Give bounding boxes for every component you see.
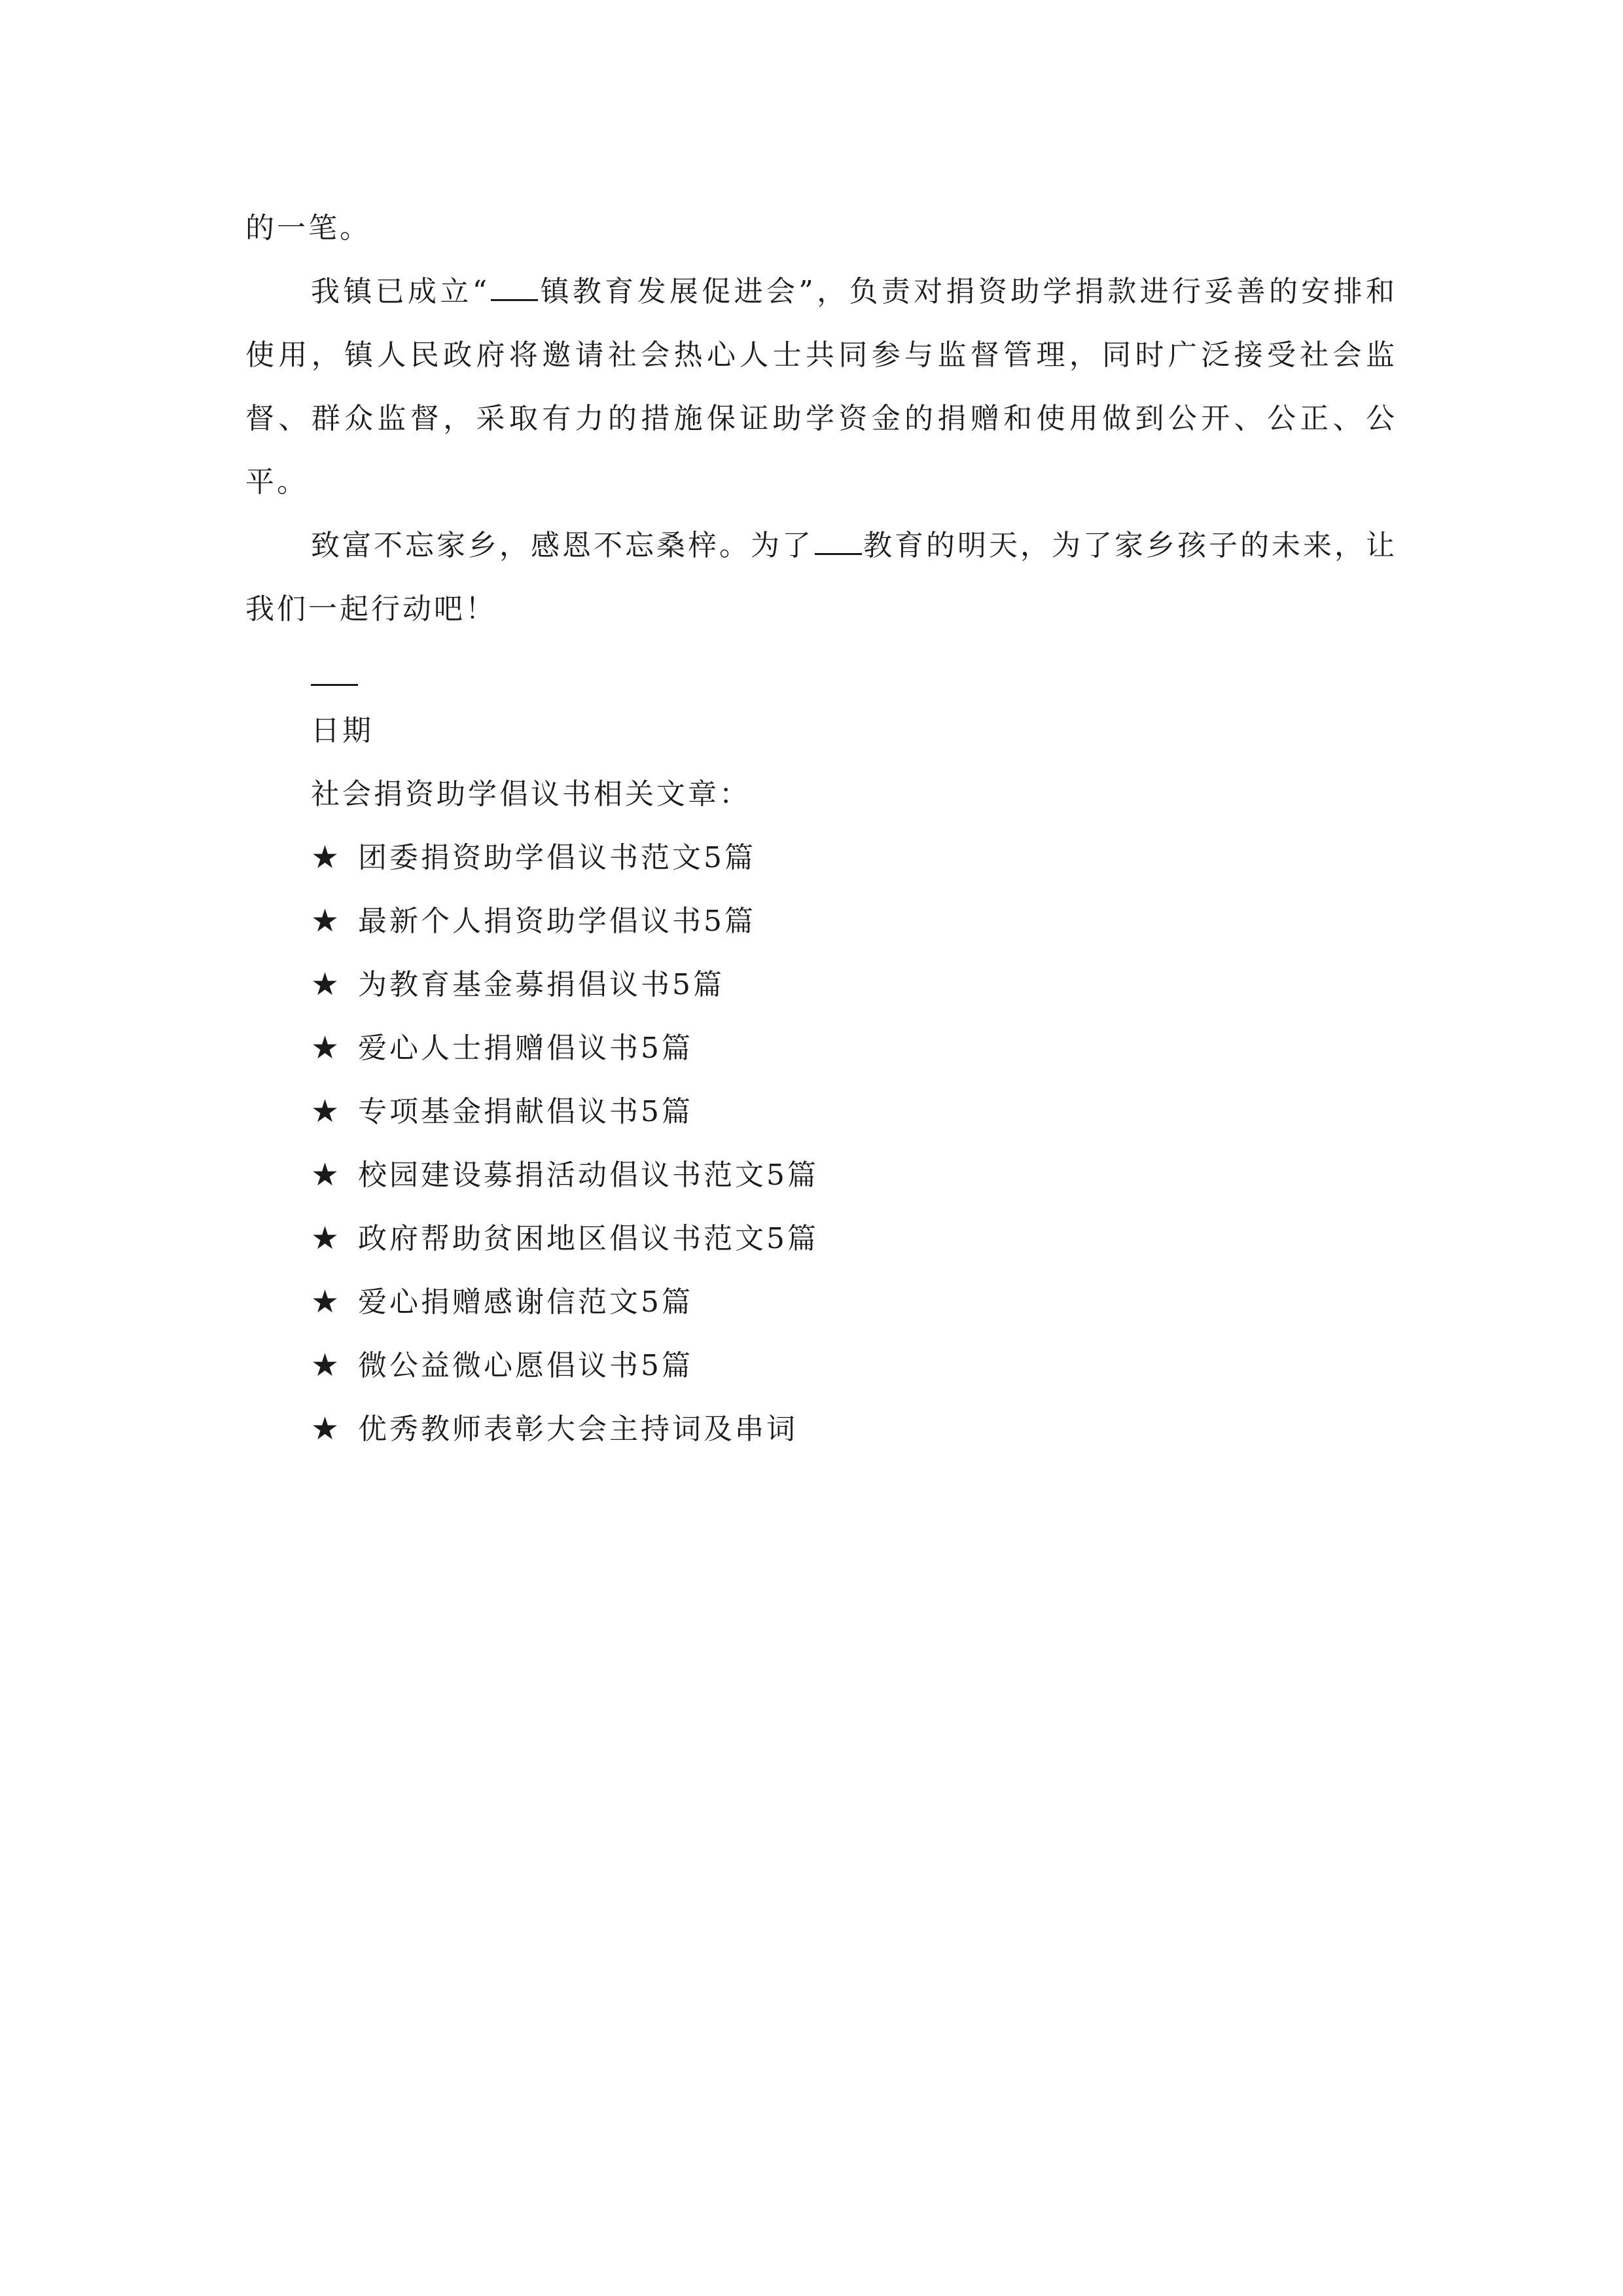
- list-item: [311, 1016, 1397, 1080]
- star-icon: ★: [311, 1347, 342, 1384]
- paragraph-call-rest: 教育的明天，为了家乡孩子的未来，让我们一起行动吧！: [245, 529, 1397, 626]
- list-item: [311, 1207, 1397, 1270]
- date-label: 日期: [311, 714, 374, 747]
- star-icon: ★: [311, 1030, 342, 1066]
- list-item: [311, 1143, 1397, 1207]
- star-icon: ★: [311, 1157, 342, 1193]
- related-article-link[interactable]: 最新个人捐资助学倡议书5篇: [358, 905, 756, 938]
- paragraph-call-to-action: [245, 514, 1397, 641]
- star-icon: ★: [311, 1220, 342, 1257]
- list-item: [311, 1397, 1397, 1461]
- signature-blank-line: [311, 645, 358, 686]
- related-article-link[interactable]: 爱心捐赠感谢信范文5篇: [358, 1285, 693, 1319]
- related-article-link[interactable]: 校园建设募捐活动倡议书范文5篇: [358, 1158, 819, 1192]
- related-articles-heading: 社会捐资助学倡议书相关文章：: [311, 778, 751, 811]
- star-icon: ★: [311, 839, 342, 876]
- list-item: [311, 1080, 1397, 1143]
- star-icon: ★: [311, 1093, 342, 1130]
- paragraph-committee: [245, 260, 1397, 514]
- list-item: [311, 826, 1397, 889]
- related-article-link[interactable]: 为教育基金募捐倡议书5篇: [358, 968, 724, 1001]
- star-icon: ★: [311, 903, 342, 939]
- related-article-link[interactable]: 团委捐资助学倡议书范文5篇: [358, 841, 756, 874]
- star-icon: ★: [311, 1283, 342, 1320]
- signature-block: [311, 645, 1397, 1461]
- related-article-link[interactable]: 政府帮助贫困地区倡议书范文5篇: [358, 1222, 819, 1255]
- blank-underline: [491, 274, 538, 301]
- list-item: [311, 1334, 1397, 1397]
- related-article-link[interactable]: 专项基金捐献倡议书5篇: [358, 1095, 693, 1128]
- related-article-link[interactable]: 爱心人士捐赠倡议书5篇: [358, 1031, 693, 1065]
- related-article-link[interactable]: 微公益微心愿倡议书5篇: [358, 1349, 693, 1382]
- paragraph-committee-start: 我镇已成立“: [311, 275, 490, 308]
- list-item: [311, 1270, 1397, 1334]
- related-article-link[interactable]: 优秀教师表彰大会主持词及串词: [358, 1412, 798, 1446]
- blank-underline: [815, 528, 862, 555]
- star-icon: ★: [311, 1410, 342, 1447]
- paragraph-closing-fragment: 的一笔。: [245, 211, 371, 245]
- paragraph-call-start: 致富不忘家乡，感恩不忘桑梓。为了: [311, 529, 813, 562]
- list-item: [311, 953, 1397, 1016]
- list-item: [311, 889, 1397, 953]
- document-body: [245, 196, 1397, 1461]
- related-articles-list: [311, 826, 1397, 1461]
- paragraph-committee-rest: 镇教育发展促进会”，负责对捐资助学捐款进行妥善的安排和使用，镇人民政府将邀请社会热心人士共同参与监督管理，同时广泛接受社会监督、群众监督，采取有力的措施保证助学资金的捐赠和使用做到公开、公正、公平。: [245, 275, 1397, 499]
- star-icon: ★: [311, 966, 342, 1003]
